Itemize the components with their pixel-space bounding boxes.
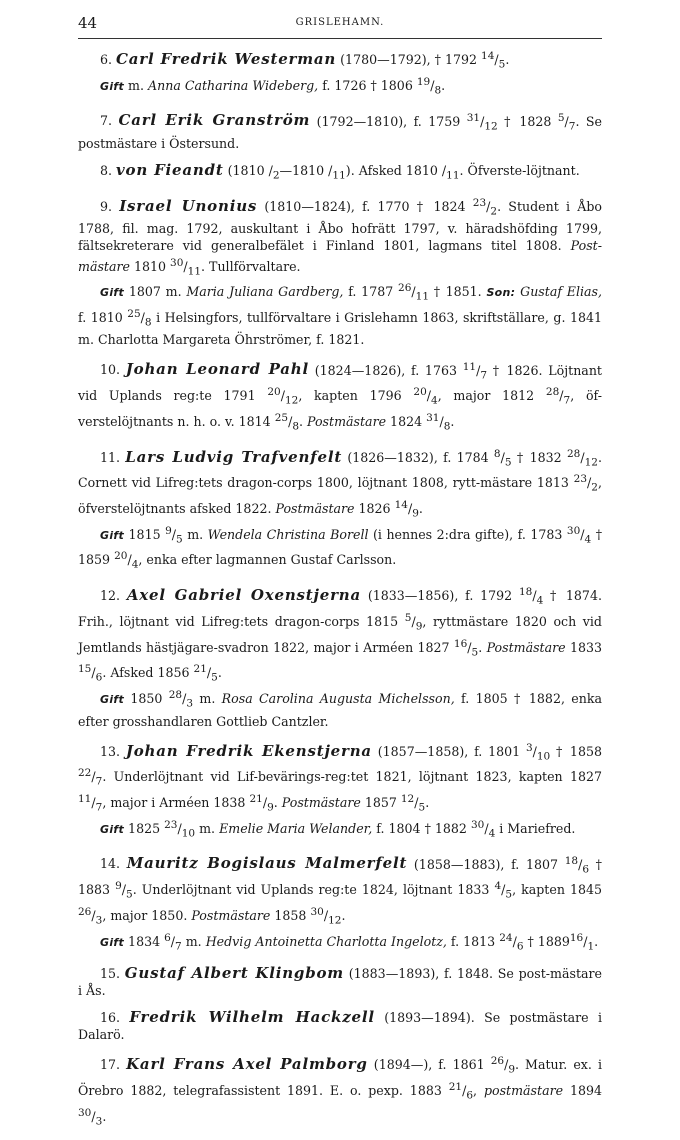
- entry-details: (1893—1894). Se postmästare i Dalarö.: [78, 1010, 602, 1043]
- running-title: GRISLEHAMN.: [295, 17, 385, 28]
- entry-name: Gustaf Albert Klingbom: [124, 964, 344, 983]
- entry-text: [78, 1053, 602, 1130]
- entry-name: Carl Erik Granström: [118, 111, 311, 130]
- entry-marriage: Gift 1815 $^9/_5$ m. Wendela Christina Borell (i hennes 2:dra gifte), f. 1783 $^{30}/_4$ † 1859 $^{20}/_4$, enka efter lagmannen Gustaf Carlsson.: [78, 524, 603, 572]
- entry-number: 15.: [100, 966, 125, 982]
- entry-text: [78, 48, 602, 74]
- entry-6: [78, 446, 602, 575]
- entry-number: 7.: [100, 113, 119, 129]
- entry-details: (1810 $/_2—1810$ $/_{11}$). Afsked 1810 $/_{11}$. Öfverste-löjtnant.: [223, 163, 580, 182]
- entry-marriage: Gift 1807 m. Maria Juliana Gardberg, f. 1787 $^{26}/_{11}$ † 1851. Son: Gustaf Elias, f. 1810 $^{25}/_8$ i Helsingfors, tullförvaltare i Grislehamn 1863, skriftställare, g. 1841 m. Charlotta Margareta Öhrströmer, f. 1821.: [78, 282, 602, 348]
- entry-marriage: Gift 1850 $^{28}/_3$ m. Rosa Carolina Augusta Michelsson, f. 1805 † 1882, enka efter grosshandlaren Gottlieb Cantzler.: [78, 688, 602, 729]
- entry-3: [78, 162, 602, 185]
- entry-name: von Fieandt: [116, 161, 224, 180]
- entry-text: [78, 446, 602, 523]
- entry-text: [78, 740, 602, 817]
- entry-name: Karl Frans Axel Palmborg: [126, 1055, 368, 1074]
- entry-11: [78, 1009, 602, 1043]
- entry-text: [78, 1009, 602, 1043]
- entry-name: Israel Unonius: [119, 196, 258, 215]
- entry-details: (1826—1832), f. 1784 $^8/_5$ † 1832 $^{28}/_{12}$. Cornett vid Lifreg:tets dragon-corps 1800, löjtnant 1808, rytt-mästare 1813 $^{23}/_2$, öfverstelöjtnants afsked 1822. Postmästare 1826 $^{14}/_9$.: [78, 447, 602, 520]
- entry-number: 12.: [100, 588, 127, 604]
- entry-2: [78, 109, 602, 152]
- entry-marriage: Gift m. Anna Catharina Wideberg, f. 1726 † 1806 $^{19}/_8$.: [100, 75, 446, 97]
- entry-number: 10.: [100, 362, 126, 378]
- entry-text: [78, 852, 602, 929]
- entry-number: 14.: [100, 856, 127, 872]
- entry-name: Mauritz Bogislaus Malmerfelt: [126, 854, 408, 873]
- entry-8: [78, 740, 602, 843]
- entry-details: (1883—1893), f. 1848. Se post-mästare i Ås.: [78, 966, 602, 999]
- entry-details: (1833—1856), f. 1792 $^{18}/_4$ † 1874. Frih., löjtnant vid Lifreg:tets dragon-corps 1815 $^5/_9$, ryttmästare 1820 och vid Jemtlands hästjägare-svadron 1822, major i Arméen 1827 $^{16}/_5$. Postmästare 1833 $^{15}/_6$. Afsked 1856 $^{21}/_5$.: [78, 586, 602, 684]
- entry-10: [78, 965, 602, 999]
- entry-details: (1858—1883), f. 1807 $^{18}/_6$ † 1883 $^9/_5$. Underlöjtnant vid Uplands reg:te 1824, löjtnant 1833 $^4/_5$, kapten 1845 $^{26}/_3$, major 1850. Postmästare 1858 $^{30}/_{12}$.: [78, 854, 603, 927]
- entry-number: 11.: [100, 449, 126, 465]
- entry-name: Johan Leonard Pahl: [125, 360, 310, 379]
- entry-details: (1857—1858), f. 1801 $^3/_{10}$ † 1858 $^{22}/_7$. Underlöjtnant vid Lif-bevärings-reg:tet 1821, löjtnant 1823, kapten 1827 $^{11}/_7$, major i Arméen 1838 $^{21}/_9$. Postmästare 1857 $^{12}/_5$.: [78, 741, 602, 814]
- entry-7: [78, 584, 602, 730]
- entry-marriage: Gift 1834 $^6/_7$ m. Hedvig Antoinetta Charlotta Ingelotz, f. 1813 $^{24}/_6$ † $1889^{16}/_1$.: [100, 931, 599, 953]
- entry-details: (1824—1826), f. 1763 $^{11}/_7$ † 1826. Löjtnant vid Uplands reg:te 1791 $^{20}/_{12}$, kapten 1796 $^{20}/_4$, major 1812 $^{28}/_7$, öf-verstelöjtnants n. h. o. v. 1814 $^{25}/_8$. Postmästare 1824 $^{31}/_8$.: [78, 360, 603, 433]
- entry-text: [78, 162, 602, 185]
- entry-number: 6.: [100, 52, 117, 68]
- entry-text: [78, 584, 602, 687]
- entry-text: [78, 195, 602, 280]
- entry-marriage: Gift 1825 $^{23}/_{10}$ m. Emelie Maria Welander, f. 1804 † 1882 $^{30}/_4$ i Mariefred.: [100, 818, 576, 840]
- entry-details: (1894—), f. 1861 $^{26}/_9$. Matur. ex. i Örebro 1882, telegrafassistent 1891. E. o. pexp. 1883 $^{21}/_6$, postmästare 1894 $^{30}/_3$.: [78, 1055, 602, 1128]
- entry-number: 8.: [100, 163, 117, 179]
- page-number: 44: [78, 14, 98, 32]
- entry-details: (1810—1824), f. 1770 † 1824 $^{23}/_2$. Student i Åbo 1788, fil. mag. 1792, auskultant i Åbo hofrätt 1797, v. häradshöfding 1799, fältsekreterare vid generalbefälet i Finland 1801, lagmans titel 1808. Post-mästare 1810 $^{30}/_{11}$. Tullförvaltare.: [78, 196, 602, 278]
- entry-name: Axel Gabriel Oxenstjerna: [126, 586, 362, 605]
- entry-number: 16.: [100, 1010, 130, 1026]
- entry-name: Lars Ludvig Trafvenfelt: [125, 447, 343, 466]
- entry-9: [78, 852, 602, 955]
- entry-1: [78, 48, 602, 99]
- entry-details: (1780—1792), † 1792 $^{14}/_5$.: [336, 50, 510, 71]
- entry-number: 9.: [100, 198, 120, 214]
- entry-text: [78, 109, 602, 152]
- entry-name: Carl Fredrik Westerman: [116, 50, 337, 69]
- entry-12: [78, 1053, 602, 1130]
- header-rule: [78, 38, 602, 39]
- page-header: [78, 14, 602, 36]
- entry-5: [78, 358, 602, 435]
- entry-number: 17.: [100, 1057, 127, 1073]
- entry-name: Johan Fredrik Ekenstjerna: [125, 741, 372, 760]
- entry-4: [78, 195, 602, 349]
- entry-text: [78, 358, 602, 435]
- entry-text: [78, 965, 602, 999]
- entry-details: (1792—1810), f. 1759 $^{31}/_{12}$ † 1828 $^5/_7$. Se postmästare i Östersund.: [78, 111, 602, 152]
- entry-name: Fredrik Wilhelm Hackzell: [129, 1008, 375, 1027]
- entry-number: 13.: [100, 743, 126, 759]
- postmaster-list: [78, 48, 602, 1140]
